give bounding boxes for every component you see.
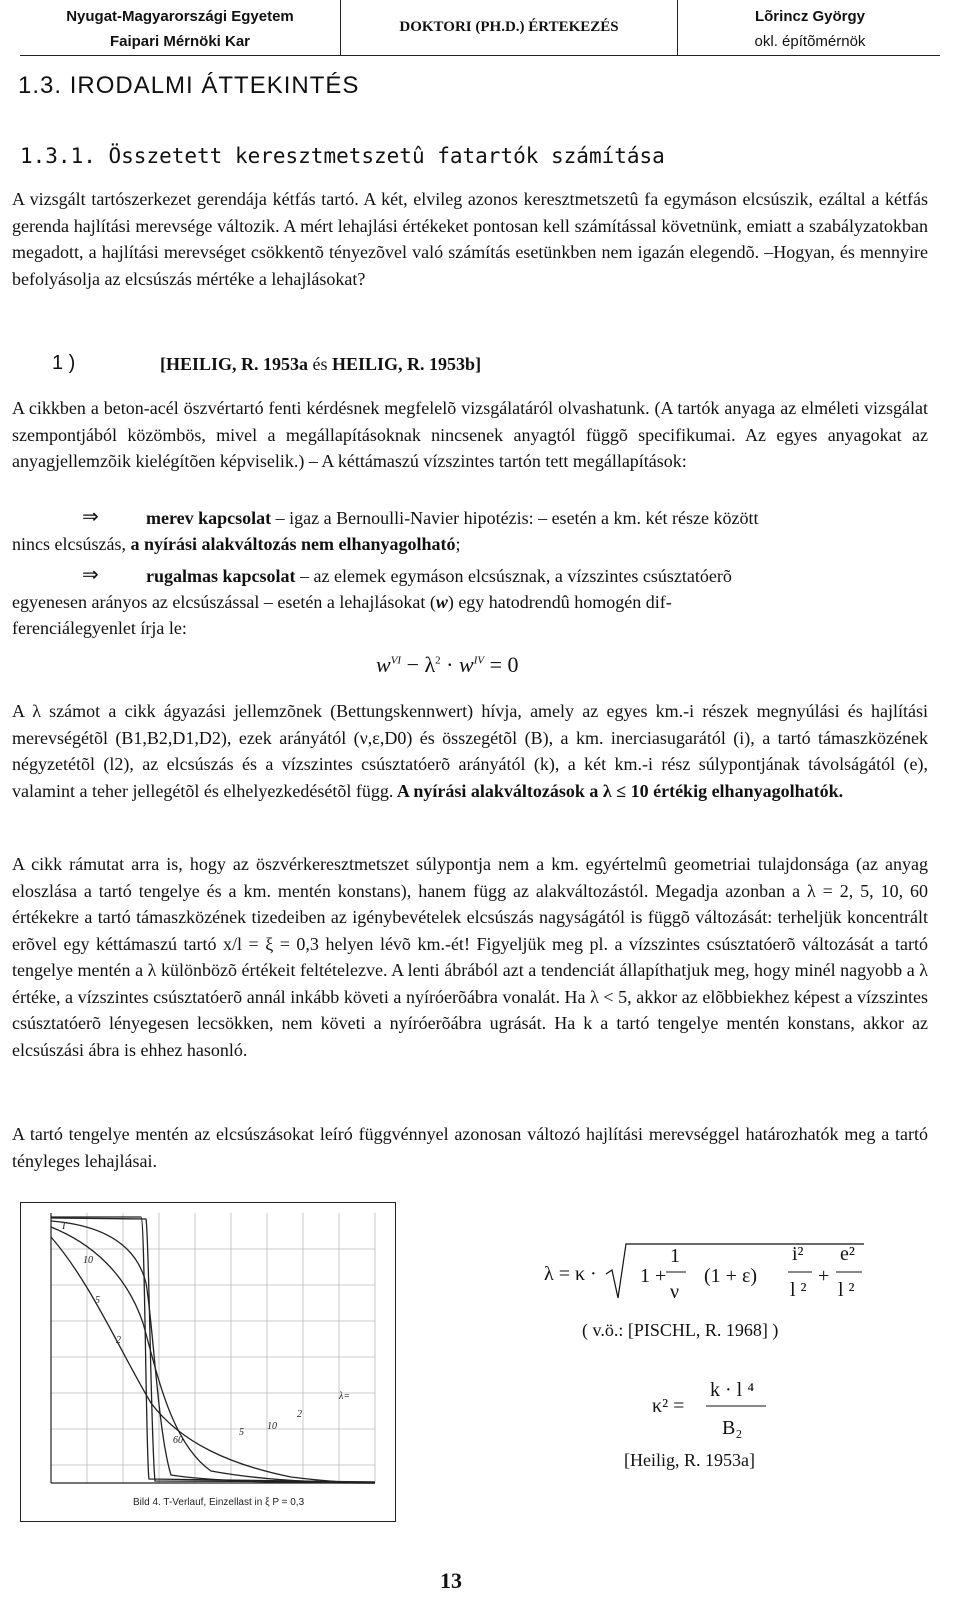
section-heading	[18, 72, 359, 100]
paragraph-cikk: A cikk rámutat arra is, hogy az öszvérkeresztmetszet súlypontja nem a km. egyértelmû geometriai tulajdonsága (az anyag eloszlása a tartó tengelye és a km. mentén konstans), hanem függ az alakváltozástól. Megadja azonban a λ = 2, 5, 10, 60 értékekre a tartó támaszközének tizedeiben az igénybevételek elcsúszás nagyságától is függõ változását: terheljük koncentrált erõvel egy kéttámaszú tartó x/l = ξ = 0,3 helyen lévõ km.-ét! Figyeljük meg pl. a vízszintes csúsztatóerõ változását a tartó tengelye mentén a λ különbözõ értékeit feltételezve. A lenti ábrából azt a tendenciát állapíthatjuk meg, hogy minél nagyobb a λ értéke, a vízszintes csúsztatóerõ annál inkább követi a nyíróerõábra vonalát. Ha λ < 5, akkor az elõbbiekhez képest a vízszintes csúsztatóerõ lényegesen lecsökken, nem követi a nyíróerõábra ugrását. Ha k a tartó tengelye mentén konstans, akkor az elcsúszási ábra is ehhez hasonló.	[12, 854, 928, 1060]
formula-lambda-citation: ( v.ö.: [PISCHL, R. 1968] )	[582, 1320, 779, 1340]
header-institution	[20, 0, 340, 59]
paragraph-conclusion: A tartó tengelye mentén az elcsúszásokat leíró függvénnyel azonosan változó hajlítási merevséggel határozhatók meg a tartó tényleges lehajlásai.	[12, 1124, 928, 1171]
bullet-rugalmas-line1	[146, 563, 928, 590]
bullet-rugalmas-bold: rugalmas kapcsolat	[146, 566, 296, 586]
formula-l2b: l ²	[838, 1279, 855, 1301]
formula-one: 1	[670, 1245, 680, 1267]
figure-t-verlauf	[20, 1202, 396, 1522]
curve-label: 5	[239, 1427, 244, 1438]
figure-graph	[21, 1203, 395, 1521]
eq-w: w	[376, 652, 391, 677]
curve-label: λ=	[339, 1391, 351, 1402]
formula-e2: e²	[840, 1243, 855, 1265]
bullet-rugalmas-text1: – az elemek egymáson elcsúsznak, a vízszintes csúsztatóerõ	[295, 566, 732, 586]
curve-label: 60	[173, 1435, 183, 1446]
section-number: 1.3.	[18, 72, 63, 99]
subsection-heading	[20, 144, 665, 168]
bullet-rugalmas-text2: egyenesen arányos az elcsúszással – esetén a lehajlásokat (	[12, 592, 436, 612]
formula-kappa-num: k · l ⁴	[710, 1379, 755, 1401]
bullet-merev-text1: – igaz a Bernoulli-Navier hipotézis: – esetén a km. két része között	[271, 508, 759, 528]
bullet-rugalmas-line3: ferenciálegyenlet írja le:	[12, 618, 187, 638]
formula-lambda	[544, 1240, 874, 1341]
citation-b: HEILIG, R. 1953b]	[332, 354, 482, 374]
formula-one-plus: 1 +	[640, 1265, 667, 1287]
curve-label: 5	[95, 1295, 100, 1306]
page-number: 13	[440, 1568, 462, 1593]
reference-citation	[160, 354, 481, 375]
eq-minus: −	[406, 652, 419, 677]
section-title: IRODALMI ÁTTEKINTÉS	[69, 72, 360, 99]
curve-label: 2	[297, 1409, 302, 1420]
bullet-merev-line1	[146, 505, 928, 532]
subsection-title: Összetett keresztmetszetû fatartók számítása	[108, 144, 665, 168]
bullet-merev-bold: merev kapcsolat	[146, 508, 272, 528]
eq-w2: w	[459, 652, 474, 677]
differential-equation	[376, 652, 519, 678]
citation-a: [HEILIG, R. 1953a	[160, 354, 309, 374]
formula-i2: i²	[792, 1243, 804, 1265]
curve-label: T	[61, 1221, 67, 1232]
author-title: okl. építõmérnök	[754, 33, 866, 50]
paragraph-lambda	[12, 698, 928, 804]
formula-lambda-svg	[544, 1240, 874, 1310]
author-name: Lõrincz György	[754, 8, 866, 25]
curve-label: 10	[267, 1421, 277, 1432]
bullet-rugalmas-w: w	[435, 592, 448, 612]
formula-kappa	[624, 1370, 812, 1471]
eq-lambda: λ	[424, 652, 436, 677]
eq-equals-zero: = 0	[489, 652, 519, 677]
eq-dot: ·	[446, 652, 454, 677]
faculty-name: Faipari Mérnöki Kar	[109, 33, 251, 50]
reference-number: 1 )	[52, 352, 76, 374]
arrow-icon: ⇒	[82, 564, 99, 586]
paragraph-intro: A vizsgált tartószerkezet gerendája kétfás tartó. A két, elvileg azonos keresztmetszetû fa egymáson elcsúszik, ezáltal a kétfás gerenda hajlítási merevsége változik. A mért lehajlási értékeket pontosan kell számítással követnünk, emiatt a szabályzatokban megadott, a hajlítási merevséget csökkentõ tényezõvel való számítás esetünkben nem igazán elegendõ. –Hogyan, és mennyire befolyásolja az elcsúszás mértéke a lehajlásokat?	[12, 189, 928, 289]
formula-kappa-citation: [Heilig, R. 1953a]	[624, 1450, 755, 1470]
paragraph-lambda-text: A λ számot a cikk ágyazási jellemzõnek (Bettungskennwert) hívja, amely az egyes km.-i részek megnyúlási és hajlítási merevségétõl (B1,B2,D1,D2), ezek arányától (ν,ε,D0) és összegétõl (B), a km. inerciasugarától (i), a tartó támaszközének négyzetétõl (l2), az elcsúszás és a vízszintes csúsztatóerõ arányától (k), a két km.-i rész súlypontjának távolságától (e), valamint a teher jellegétõl és elhelyezkedésétõl függ.	[12, 701, 928, 801]
curve-label: 10	[83, 1255, 93, 1266]
bullet-merev-text2: nincs elcsúszás,	[12, 534, 131, 554]
formula-nu: ν	[670, 1281, 680, 1303]
bullet-rugalmas-line2	[12, 589, 928, 616]
university-name: Nyugat-Magyarországi Egyetem	[66, 8, 294, 25]
paragraph-lambda-bold: A nyírási alakváltozások a λ ≤ 10 értékig elhanyagolhatók.	[393, 780, 844, 801]
curve-label: 2	[116, 1335, 121, 1346]
bullet-merev-text3: ;	[455, 534, 461, 554]
header-doc-type	[340, 0, 678, 55]
arrow-icon: ⇒	[82, 506, 99, 528]
formula-plus2: +	[818, 1265, 830, 1287]
formula-eps: (1 + ε)	[704, 1265, 757, 1287]
figure-caption: Bild 4. T-Verlauf, Einzellast in ξ P = 0,3	[133, 1497, 305, 1508]
formula-kappa-svg	[652, 1370, 812, 1444]
page-header	[20, 0, 940, 56]
subsection-number: 1.3.1.	[20, 144, 96, 168]
eq-sup-2: 2	[435, 654, 441, 667]
doc-type-label: DOKTORI (PH.D.) ÉRTEKEZÉS	[399, 19, 619, 35]
bullet-merev-bold2: a nyírási alakváltozás nem elhanyagolható	[130, 534, 456, 554]
eq-sup-iv: IV	[473, 654, 485, 667]
formula-l2a: l ²	[790, 1279, 807, 1301]
paragraph-article: A cikkben a beton-acél öszvértartó fenti kérdésnek megfelelõ vizsgálatáról olvashatunk. (A tartók anyaga az elméleti vizsgálat szempontjából közömbös, mivel a megállapításoknak nincsenek anyagtól függõ specifikumai. Az egyes anyagokat az anyagjellemzõik kielégítõen képviselik.) – A kéttámaszú vízszintes tartón tett megállapítások:	[12, 398, 928, 471]
formula-lambda-lhs: λ = κ ·	[544, 1263, 597, 1285]
formula-kappa-den: B₂	[722, 1417, 743, 1439]
bullet-rugalmas-text3: ) egy hatodrendû homogén dif-	[447, 592, 672, 612]
header-author	[680, 0, 940, 59]
citation-and: és	[312, 354, 328, 374]
formula-kappa-lhs: κ² =	[652, 1395, 685, 1417]
eq-sup-vi: VI	[390, 654, 402, 667]
bullet-merev-line2	[12, 531, 928, 558]
